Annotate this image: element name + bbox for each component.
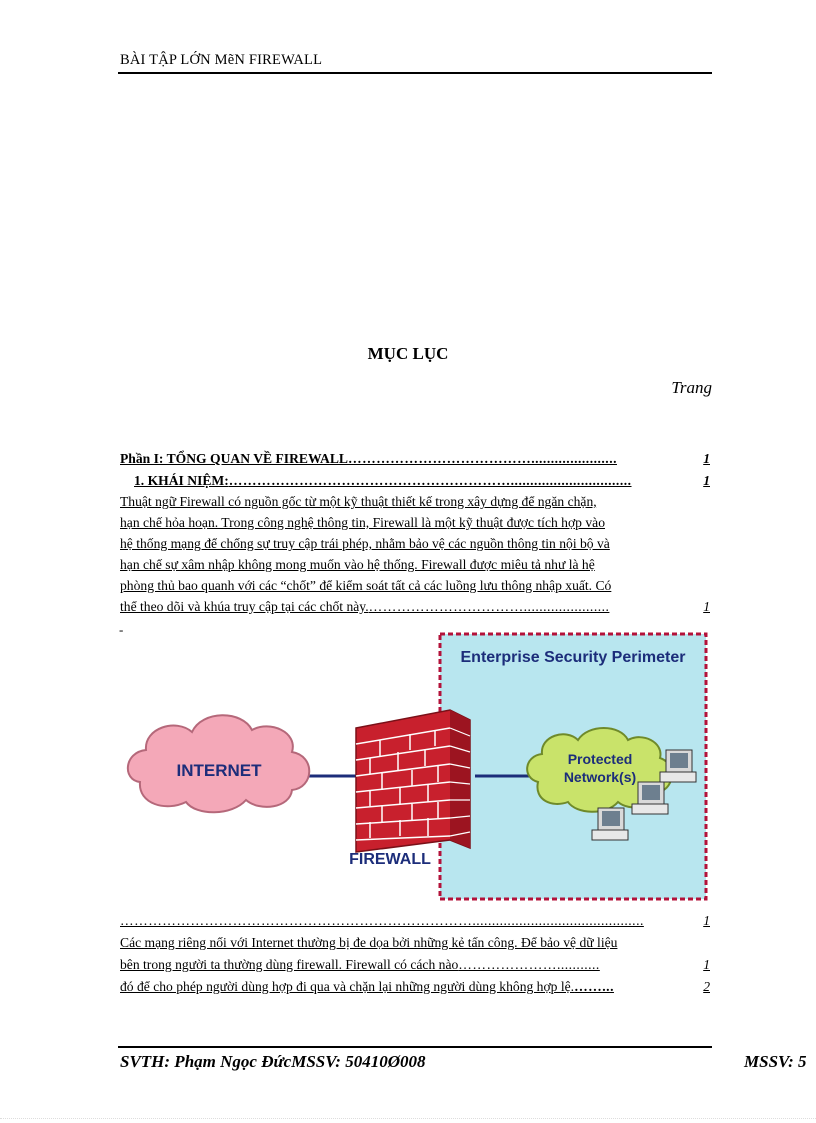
toc-paragraph-line[interactable]: hạn chế sự xâm nhập không mong muốn vào hệ thống. Firewall được miêu tả như là hệ xyxy=(120,557,595,572)
perimeter-label: Enterprise Security Perimeter xyxy=(460,649,686,666)
toc-leader-dots: ……………………………………………………............................... xyxy=(228,473,632,488)
toc-entry-page: 1 xyxy=(703,473,710,488)
brick-wall-icon xyxy=(356,710,470,852)
toc-paragraph-line[interactable] xyxy=(120,978,710,995)
firewall-label: FIREWALL xyxy=(349,851,431,868)
toc-entry-text: Phần I: TỔNG QUAN VỀ FIREWALL xyxy=(120,451,348,466)
page-edge xyxy=(0,1118,816,1119)
toc-paragraph-line[interactable] xyxy=(120,956,710,973)
toc-entry-text: bên trong người ta thường dùng firewall. Firewall có cách nào xyxy=(120,957,459,972)
toc-leader-dots: …………………………………...................... xyxy=(348,451,617,466)
toc-paragraph-line[interactable]: Thuật ngữ Firewall có nguồn gốc từ một kỹ thuật thiết kế trong xây dựng để ngăn chặn, xyxy=(120,494,597,509)
toc-leader-dots: ……………………………...................... xyxy=(368,599,610,614)
toc-entry-page: 1 xyxy=(703,957,710,972)
toc-leader-line[interactable] xyxy=(120,912,710,929)
toc-entry-khai-niem[interactable] xyxy=(120,472,710,489)
stray-dash: - xyxy=(119,622,124,637)
toc-leader-dots: …………………........... xyxy=(458,957,600,972)
toc-entry-page: 2 xyxy=(703,979,710,994)
toc-paragraph-line[interactable]: hệ thống mạng để chống sự truy cập trái phép, nhằm bảo vệ các nguồn thông tin nội bộ và xyxy=(120,536,610,551)
toc-leader-dots: …………………………………………………………………............................................ xyxy=(120,913,644,928)
toc-entry-text: đó để cho phép người dùng hợp đi qua và chặn lại những người dùng không hợp lệ. xyxy=(120,979,575,994)
header-title: BÀI TẬP LỚN MẽN FIREWALL xyxy=(120,52,323,68)
toc-leader-dots: ……... xyxy=(574,979,614,994)
firewall-diagram xyxy=(120,632,712,902)
toc-title: MỤC LỤC xyxy=(367,344,449,363)
page-column-label: Trang xyxy=(671,378,712,397)
footer-student-id: MSSV: 5 xyxy=(744,1052,807,1071)
footer-divider xyxy=(118,1046,712,1048)
toc-paragraph-line[interactable]: hạn chế hỏa hoạn. Trong công nghệ thông tin, Firewall là một kỹ thuật được tích hợp vào xyxy=(120,515,605,530)
toc-entry-page: 1 xyxy=(703,451,710,466)
internet-label: INTERNET xyxy=(176,761,262,780)
toc-entry-page: 1 xyxy=(703,599,710,614)
protected-label-line1: Protected xyxy=(567,751,633,767)
toc-entry-text: 1. KHÁI NIỆM: xyxy=(134,473,229,488)
footer-student-info: SVTH: Phạm Ngọc ĐứcMSSV: 50410Ø008 xyxy=(120,1052,426,1071)
toc-entry-part1[interactable] xyxy=(120,450,710,467)
toc-entry-text: thể theo dõi và khúa truy cập tại các chốt này. xyxy=(120,599,369,614)
protected-label-line2: Network(s) xyxy=(563,769,637,785)
toc-paragraph-line[interactable]: phòng thủ bao quanh với các “chốt” để kiểm soát tất cả các luồng lưu thông nhập xuất. Có xyxy=(120,578,612,593)
header-divider xyxy=(118,72,712,74)
toc-entry-page: 1 xyxy=(703,913,710,928)
toc-paragraph-line[interactable]: Các mạng riêng nối với Internet thường bị đe dọa bởi những kẻ tấn công. Để bảo vệ dữ liệu xyxy=(120,935,618,950)
toc-paragraph-last-line[interactable] xyxy=(120,598,710,615)
